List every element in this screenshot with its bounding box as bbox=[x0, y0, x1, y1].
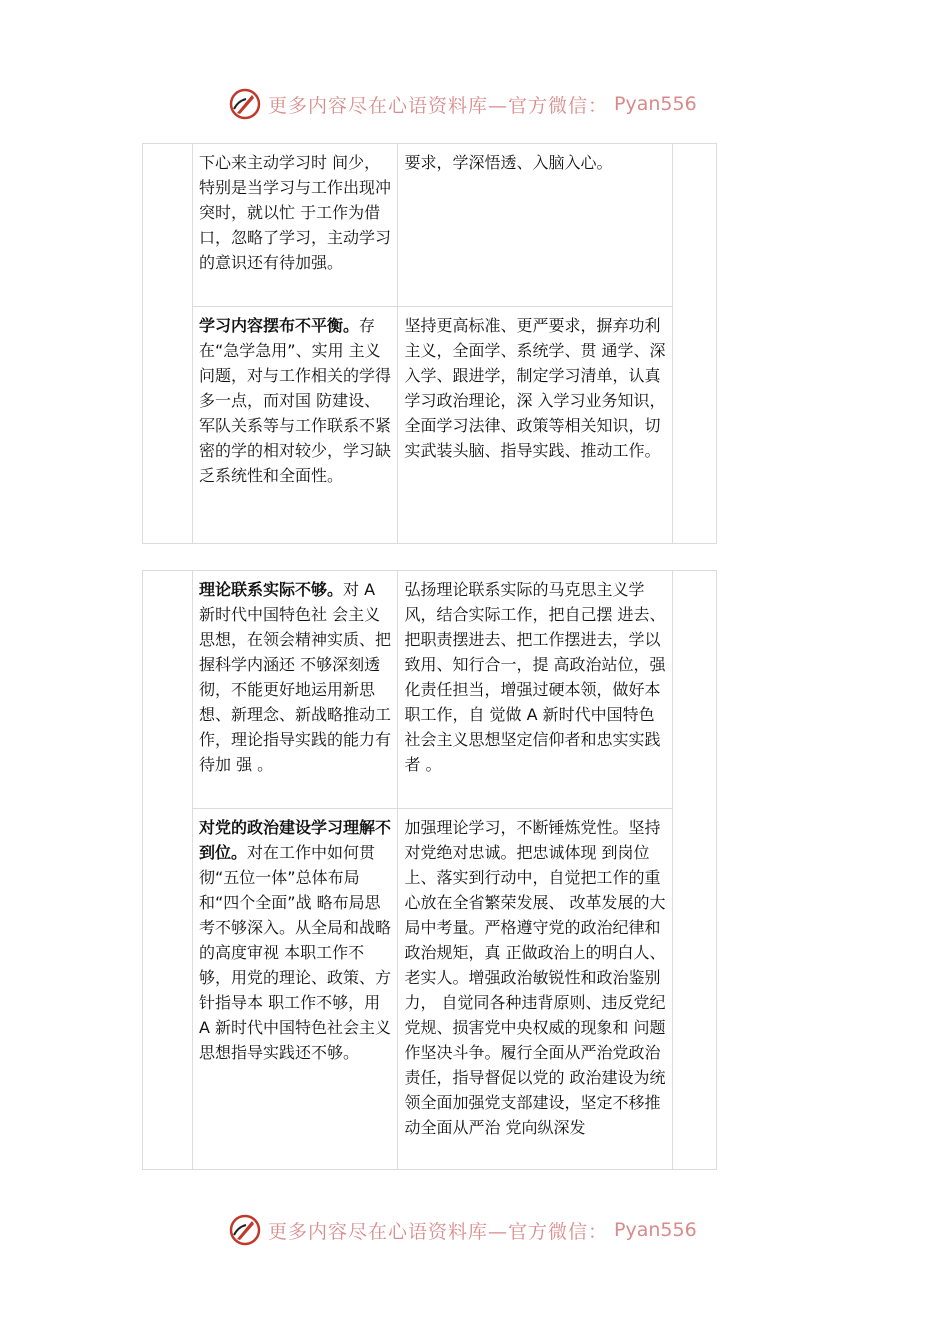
problem-title: 学习内容摆布不平衡。 bbox=[199, 316, 360, 335]
banner-wechat-id: Pyan556 bbox=[614, 93, 697, 115]
problem-title: 对党的政治建设学习理解不到位。 bbox=[199, 818, 392, 862]
problem-title: 理论联系实际不够。 bbox=[199, 580, 344, 599]
problem-cell bbox=[193, 571, 398, 809]
problem-cell bbox=[193, 809, 398, 1170]
problem-body: 下心来主动学习时 间少，特别是当学习与工作出现冲突时，就以忙 于工作为借口，忽略了学习，主动学习的意识还有待加强。 bbox=[199, 153, 392, 272]
measure-cell: 要求，学深悟透、入脑入心。 bbox=[398, 144, 673, 307]
remark-cell bbox=[673, 144, 717, 544]
problem-body: 存在“急学急用”、实用 主义问题，对与工作相关的学得多一点，而对国 防建设、军队关系等与工作联系不紧密的学的相对较少，学习缺乏系统性和全面性。 bbox=[199, 316, 392, 485]
problem-body: 对 A 新时代中国特色社 会主义思想，在领会精神实质、把握科学内涵还 不够深刻透彻，不能更好地运用新思想、新理念、新战略推动工作，理论指导实践的能力有待加 强 。 bbox=[199, 580, 392, 774]
quill-logo-icon bbox=[228, 1213, 262, 1247]
header-watermark-banner bbox=[228, 84, 728, 124]
quill-logo-icon bbox=[228, 87, 262, 121]
measure-cell: 弘扬理论联系实际的马克思主义学风，结合实际工作，把自己摆 进去、把职责摆进去、把工作摆进去，学以致用、知行合一，提 高政治站位，强化责任担当，增强过硬本领，做好本职工作，自 觉做 A 新时代中国特色社会主义思想坚定信仰者和忠实实践 者 。 bbox=[398, 571, 673, 809]
footer-watermark-banner bbox=[228, 1210, 728, 1250]
remark-cell bbox=[673, 571, 717, 1170]
index-cell bbox=[143, 144, 193, 544]
rectification-table-2 bbox=[142, 570, 717, 1170]
problem-body: 对在工作中如何贯彻“五位一体”总体布局和“四个全面”战 略布局思考不够深入。从全局和战略的高度审视 本职工作不够，用党的理论、政策、方针指导本 职工作不够，用 A 新时代中国特色社会主义 思想指导实践还不够。 bbox=[199, 843, 392, 1062]
measure-cell: 加强理论学习，不断锤炼党性。坚持对党绝对忠诚。把忠诚体现 到岗位上、落实到行动中，自觉把工作的重心放在全省繁荣发展、 改革发展的大局中考量。严格遵守党的政治纪律和政治规矩，真 正做政治上的明白人、老实人。增强政治敏锐性和政治鉴别力， 自觉同各种违背原则、违反党纪党规、损害党中央权威的现象和 问题作坚决斗争。履行全面从严治党政治责任，指导督促以党的 政治建设为统领全面加强党支部建设，坚定不移推动全面从严治 党向纵深发 bbox=[398, 809, 673, 1170]
banner-text: 更多内容尽在心语资料库—官方微信： bbox=[268, 1220, 609, 1243]
table-row bbox=[143, 307, 717, 544]
measure-cell: 坚持更高标准、更严要求，摒弃功利主义，全面学、系统学、贯 通学、深入学、跟进学，制定学习清单，认真学习政治理论，深 入学习业务知识，全面学习法律、政策等相关知识，切实武装头脑、指导实践、推动工作。 bbox=[398, 307, 673, 544]
rectification-table-1 bbox=[142, 143, 717, 544]
problem-cell bbox=[193, 307, 398, 544]
index-cell bbox=[143, 571, 193, 1170]
table-row bbox=[143, 809, 717, 1170]
banner-text: 更多内容尽在心语资料库—官方微信： bbox=[268, 94, 609, 117]
banner-wechat-id: Pyan556 bbox=[614, 1219, 697, 1241]
table-row bbox=[143, 144, 717, 307]
problem-cell bbox=[193, 144, 398, 307]
table-row bbox=[143, 571, 717, 809]
